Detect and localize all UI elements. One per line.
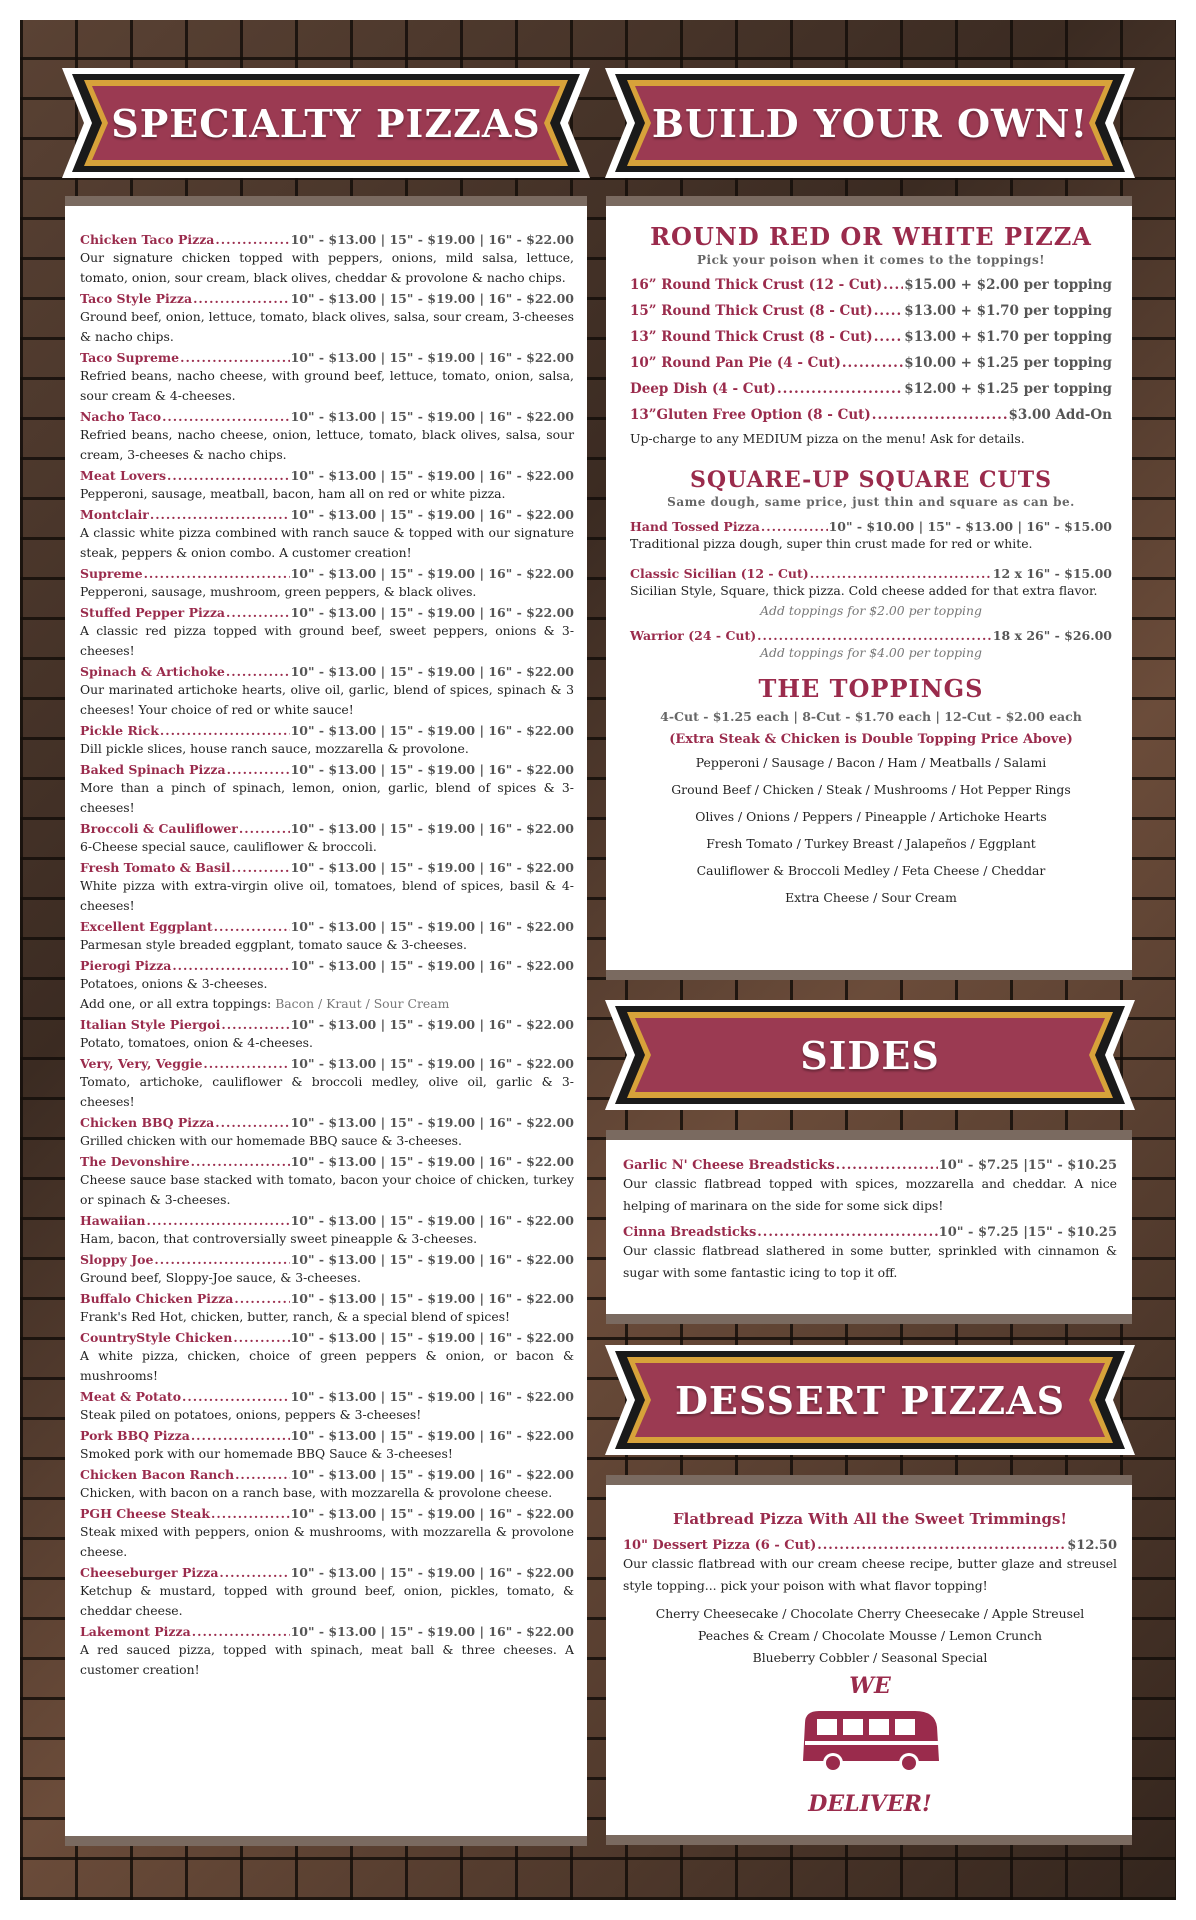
dot-leader <box>191 1154 290 1170</box>
menu-item-desc: Potatoes, onions & 3-cheeses. <box>80 976 268 991</box>
hand-tossed-name: Hand Tossed Pizza <box>630 519 760 534</box>
dot-leader <box>191 1428 290 1444</box>
dot-leader <box>144 566 290 582</box>
menu-item <box>80 1467 574 1503</box>
menu-item <box>80 291 574 347</box>
menu-item-desc: Ground beef, onion, lettuce, tomato, black olives, salsa, sour cream, 3-cheeses & nacho chips. <box>80 309 574 344</box>
toppings-title: THE TOPPINGS <box>758 674 984 703</box>
menu-item-line <box>80 1428 574 1444</box>
menu-item-name: Chicken Taco Pizza <box>80 232 215 247</box>
menu-item-desc: A white pizza, chicken, choice of green peppers & onion, or bacon & mushrooms! <box>80 1348 574 1383</box>
menu-item <box>80 1506 574 1562</box>
dessert-flavor-line: Peaches & Cream / Chocolate Mousse / Lemon Crunch <box>697 1628 1043 1643</box>
menu-item <box>80 664 574 720</box>
dot-leader <box>842 355 903 371</box>
menu-item-line <box>80 1252 574 1268</box>
menu-item-price: 10" - $13.00 | 15" - $19.00 | 16" - $22.00 <box>290 1056 574 1071</box>
menu-item-line <box>80 860 574 876</box>
dot-leader <box>226 605 290 621</box>
toppings-note: (Extra Steak & Chicken is Double Topping Price Above) <box>669 732 1073 747</box>
dot-leader <box>219 1565 289 1581</box>
dessert-desc: Our classic flatbread with our cream cheese recipe, butter glaze and streusel style topping... pick your poison with what flavor topping! <box>623 1556 1117 1593</box>
side-line <box>623 1225 1117 1240</box>
menu-item-line <box>80 1624 574 1640</box>
dot-leader <box>836 1158 938 1173</box>
round-row <box>630 355 1112 371</box>
hand-tossed-desc: Traditional pizza dough, super thin crust made for red or white. <box>630 536 1033 551</box>
topping-line: Olives / Onions / Peppers / Pineapple / Artichoke Hearts <box>695 809 1047 824</box>
side-item <box>623 1225 1117 1284</box>
menu-item-name: Spinach & Artichoke <box>80 664 225 679</box>
dessert-content <box>623 1510 1117 1823</box>
menu-item-price: 10" - $13.00 | 15" - $19.00 | 16" - $22.00 <box>290 1428 574 1443</box>
menu-item-desc: More than a pinch of spinach, lemon, onion, garlic, blend of spices & 3-cheeses! <box>80 780 574 815</box>
round-row-price: $12.00 + $1.25 per topping <box>904 381 1112 397</box>
dot-leader <box>182 1389 290 1405</box>
round-row <box>630 277 1112 293</box>
menu-item-name: Chicken Bacon Ranch <box>80 1467 235 1482</box>
menu-item-price: 10" - $13.00 | 15" - $19.00 | 16" - $22.00 <box>290 507 574 522</box>
menu-item-line <box>80 468 574 484</box>
menu-item-price: 10" - $13.00 | 15" - $19.00 | 16" - $22.00 <box>290 860 574 875</box>
delivery-deliver: DELIVER! <box>808 1791 932 1817</box>
build-banner-title: BUILD YOUR OWN! <box>651 100 1089 146</box>
side-desc: Our classic flatbread slathered in some butter, sprinkled with cinnamon & sugar with some fantastic icing to top it off. <box>623 1243 1117 1280</box>
pierogi-extra-label: Add one, or all extra toppings: <box>80 996 272 1011</box>
menu-item <box>80 566 574 602</box>
van-icon <box>795 1703 945 1783</box>
menu-item-desc: Ham, bacon, that controversially sweet pineapple & 3-cheeses. <box>80 1231 478 1246</box>
menu-item-desc: Refried beans, nacho cheese, onion, lettuce, tomato, black olives, salsa, sour cream, 3-cheeses & nacho chips. <box>80 427 574 462</box>
dessert-banner <box>605 1345 1135 1455</box>
menu-item-desc: White pizza with extra-virgin olive oil, tomatoes, blend of spices, basil & 4-cheeses! <box>80 878 574 913</box>
menu-item-desc: A classic white pizza combined with ranch sauce & topped with our signature steak, peppers & onion combo. A customer creation! <box>80 525 574 560</box>
menu-item <box>80 1389 574 1425</box>
dot-leader <box>211 1506 290 1522</box>
dot-leader <box>232 860 290 876</box>
menu-item-desc: Ground beef, Sloppy-Joe sauce, & 3-cheeses. <box>80 1270 361 1285</box>
menu-item <box>80 762 574 818</box>
menu-item-price: 10" - $13.00 | 15" - $19.00 | 16" - $22.00 <box>290 232 574 247</box>
round-row <box>630 329 1112 345</box>
menu-item-price: 10" - $13.00 | 15" - $19.00 | 16" - $22.00 <box>290 821 574 836</box>
dot-leader <box>234 1291 289 1307</box>
dot-leader <box>203 1056 289 1072</box>
round-row-price: $10.00 + $1.25 per topping <box>904 355 1112 371</box>
sicilian-desc: Sicilian Style, Square, thick pizza. Cold cheese added for that extra flavor. <box>630 583 1098 598</box>
menu-item-desc: Dill pickle slices, house ranch sauce, mozzarella & provolone. <box>80 741 469 756</box>
sides-banner-title: SIDES <box>800 1032 940 1078</box>
round-title: ROUND RED OR WHITE PIZZA <box>650 222 1092 251</box>
topping-line: Ground Beef / Chicken / Steak / Mushrooms / Hot Pepper Rings <box>671 782 1071 797</box>
menu-item-name: Excellent Eggplant <box>80 919 213 934</box>
menu-item-line <box>80 1467 574 1483</box>
menu-item-price: 10" - $13.00 | 15" - $19.00 | 16" - $22.00 <box>290 566 574 581</box>
menu-item-desc: A classic red pizza topped with ground beef, sweet peppers, onions & 3-cheeses! <box>80 623 574 658</box>
hand-tossed-price: 10" - $10.00 | 15" - $13.00 | 16" - $15.00 <box>828 519 1112 534</box>
menu-item-desc: Smoked pork with our homemade BBQ Sauce & 3-cheeses! <box>80 1446 453 1461</box>
menu-item-price: 10" - $13.00 | 15" - $19.00 | 16" - $22.00 <box>290 1467 574 1482</box>
menu-item <box>80 860 574 916</box>
menu-item-price: 10" - $13.00 | 15" - $19.00 | 16" - $22.00 <box>290 919 574 934</box>
menu-item-name: Baked Spinach Pizza <box>80 762 226 777</box>
menu-item-name: Stuffed Pepper Pizza <box>80 605 226 620</box>
menu-item-name: Broccoli & Cauliflower <box>80 821 238 836</box>
menu-item <box>80 1330 574 1386</box>
dot-leader <box>874 303 904 319</box>
dot-leader <box>154 1252 289 1268</box>
menu-item-desc: Chicken, with bacon on a ranch base, with mozzarella & provolone cheese. <box>80 1485 553 1500</box>
round-row-name: 10” Round Pan Pie (4 - Cut) <box>630 355 841 371</box>
square-subtitle: Same dough, same price, just thin and square as can be. <box>667 495 1075 509</box>
dot-leader <box>193 291 290 307</box>
menu-item-name: Chicken BBQ Pizza <box>80 1115 215 1130</box>
menu-item-price: 10" - $13.00 | 15" - $19.00 | 16" - $22.00 <box>290 1213 574 1228</box>
menu-item-price: 10" - $13.00 | 15" - $19.00 | 16" - $22.00 <box>290 1565 574 1580</box>
warrior-note: Add toppings for $4.00 per topping <box>760 645 982 660</box>
pierogi-extra-options: Bacon / Kraut / Sour Cream <box>275 996 450 1011</box>
menu-item-line <box>80 762 574 778</box>
menu-item <box>80 507 574 563</box>
side-item <box>623 1158 1117 1217</box>
menu-item-name: Pierogi Pizza <box>80 958 172 973</box>
menu-item-name: Nacho Taco <box>80 409 162 424</box>
menu-item <box>80 350 574 406</box>
menu-item-desc: Our signature chicken topped with peppers, onions, mild salsa, lettuce, tomato, onion, sour cream, black olives, cheddar & provolone & nacho chips. <box>80 250 574 285</box>
menu-item-name: Meat Lovers <box>80 468 166 483</box>
menu-item-name: Taco Supreme <box>80 350 180 365</box>
topping-line: Cauliflower & Broccoli Medley / Feta Cheese / Cheddar <box>696 863 1046 878</box>
menu-item-name: Supreme <box>80 566 143 581</box>
dot-leader <box>215 232 289 248</box>
dot-leader <box>227 762 290 778</box>
round-note: Up-charge to any MEDIUM pizza on the menu! Ask for details. <box>630 431 1025 446</box>
menu-item <box>80 1154 574 1210</box>
dessert-flavor-line: Blueberry Cobbler / Seasonal Special <box>752 1650 988 1665</box>
menu-item-desc: Ketchup & mustard, topped with ground beef, onion, pickles, tomato, & cheddar cheese. <box>80 1583 574 1618</box>
delivery-we: WE <box>849 1673 891 1699</box>
menu-item-line <box>80 232 574 248</box>
menu-item-line <box>80 1056 574 1072</box>
menu-item-price: 10" - $13.00 | 15" - $19.00 | 16" - $22.00 <box>290 1115 574 1130</box>
menu-item-name: Pork BBQ Pizza <box>80 1428 190 1443</box>
menu-item <box>80 605 574 661</box>
menu-item <box>80 1017 574 1053</box>
menu-item-line <box>80 664 574 680</box>
menu-item-desc: Frank's Red Hot, chicken, butter, ranch, & a special blend of spices! <box>80 1309 511 1324</box>
menu-item-line <box>80 1154 574 1170</box>
menu-item-line <box>80 1115 574 1131</box>
menu-item <box>80 1624 574 1680</box>
dot-leader <box>167 468 290 484</box>
menu-item-price: 10" - $13.00 | 15" - $19.00 | 16" - $22.00 <box>290 409 574 424</box>
round-row-price: $15.00 + $2.00 per topping <box>904 277 1112 293</box>
menu-item-line <box>80 507 574 523</box>
sides-list <box>623 1158 1117 1292</box>
menu-item-price: 10" - $13.00 | 15" - $19.00 | 16" - $22.00 <box>290 1389 574 1404</box>
menu-item-name: Meat & Potato <box>80 1389 182 1404</box>
build-content <box>630 222 1112 911</box>
round-row-price: $3.00 Add-On <box>1008 407 1112 423</box>
dot-leader <box>235 1467 290 1483</box>
dot-leader <box>215 1115 289 1131</box>
menu-item-name: Montclair <box>80 507 149 522</box>
menu-item-name: CountryStyle Chicken <box>80 1330 233 1345</box>
dot-leader <box>883 277 903 293</box>
menu-item-line <box>80 409 574 425</box>
menu-item <box>80 468 574 504</box>
menu-item-desc: Our marinated artichoke hearts, olive oil, garlic, blend of spices, spinach & 3 cheeses! Your choice of red or white sauce! <box>80 682 574 717</box>
menu-item-price: 10" - $13.00 | 15" - $19.00 | 16" - $22.00 <box>290 1624 574 1639</box>
dot-leader <box>180 350 289 366</box>
round-row <box>630 407 1112 423</box>
menu-item <box>80 958 574 1014</box>
menu-item-name: Pickle Rick <box>80 723 159 738</box>
menu-item-desc: Parmesan style breaded eggplant, tomato sauce & 3-cheeses. <box>80 937 467 952</box>
round-row-name: 13” Round Thick Crust (8 - Cut) <box>630 329 873 345</box>
round-row-name: 15” Round Thick Crust (8 - Cut) <box>630 303 873 319</box>
menu-item-line <box>80 605 574 621</box>
menu-item-desc: Steak mixed with peppers, onion & mushrooms, with mozzarella & provolone cheese. <box>80 1524 574 1559</box>
menu-item-line <box>80 723 574 739</box>
menu-item-line <box>80 1213 574 1229</box>
dot-leader <box>172 958 289 974</box>
dot-leader <box>146 1213 289 1229</box>
menu-item-price: 10" - $13.00 | 15" - $19.00 | 16" - $22.00 <box>290 605 574 620</box>
menu-item-price: 10" - $13.00 | 15" - $19.00 | 16" - $22.00 <box>290 1506 574 1521</box>
topping-line: Fresh Tomato / Turkey Breast / Jalapeños / Eggplant <box>706 836 1036 851</box>
menu-item <box>80 723 574 759</box>
menu-item-name: Lakemont Pizza <box>80 1624 191 1639</box>
round-row <box>630 303 1112 319</box>
menu-item-name: Hawaiian <box>80 1213 146 1228</box>
side-name: Cinna Breadsticks <box>623 1225 757 1240</box>
round-subtitle: Pick your poison when it comes to the toppings! <box>697 253 1045 267</box>
menu-item-desc: Pepperoni, sausage, mushroom, green peppers, & black olives. <box>80 584 477 599</box>
menu-item-line <box>80 566 574 582</box>
menu-item-name: Italian Style Piergoi <box>80 1017 221 1032</box>
menu-item-price: 10" - $13.00 | 15" - $19.00 | 16" - $22.00 <box>290 1291 574 1306</box>
menu-item-name: Very, Very, Veggie <box>80 1056 203 1071</box>
build-banner <box>605 68 1135 178</box>
dot-leader <box>239 821 290 837</box>
menu-item-name: Taco Style Pizza <box>80 291 193 306</box>
menu-item-price: 10" - $13.00 | 15" - $19.00 | 16" - $22.00 <box>290 1252 574 1267</box>
menu-item-name: The Devonshire <box>80 1154 190 1169</box>
menu-item-desc: A red sauced pizza, topped with spinach, meat ball & three cheeses. A customer creation! <box>80 1642 574 1677</box>
menu-item-price: 10" - $13.00 | 15" - $19.00 | 16" - $22.00 <box>290 1017 574 1032</box>
topping-line: Extra Cheese / Sour Cream <box>785 890 957 905</box>
menu-item-line <box>80 1389 574 1405</box>
dot-leader <box>777 381 903 397</box>
dot-leader <box>160 723 290 739</box>
dot-leader <box>226 664 290 680</box>
sicilian-note: Add toppings for $2.00 per topping <box>760 603 982 618</box>
menu-item-line <box>80 1565 574 1581</box>
side-name: Garlic N' Cheese Breadsticks <box>623 1158 835 1173</box>
warrior-name: Warrior (24 - Cut) <box>630 628 757 643</box>
side-price: 10" - $7.25 |15" - $10.25 <box>938 1225 1117 1240</box>
menu-item-price: 10" - $13.00 | 15" - $19.00 | 16" - $22.00 <box>290 1154 574 1169</box>
menu-item-price: 10" - $13.00 | 15" - $19.00 | 16" - $22.00 <box>290 723 574 738</box>
menu-item-price: 10" - $13.00 | 15" - $19.00 | 16" - $22.00 <box>290 958 574 973</box>
menu-item-line <box>80 1506 574 1522</box>
side-line <box>623 1158 1117 1173</box>
menu-item-price: 10" - $13.00 | 15" - $19.00 | 16" - $22.00 <box>290 664 574 679</box>
dot-leader <box>192 1624 290 1640</box>
warrior-price: 18 x 26" - $26.00 <box>992 628 1112 643</box>
menu-item-line <box>80 1017 574 1033</box>
menu-item-price: 10" - $13.00 | 15" - $19.00 | 16" - $22.00 <box>290 350 574 365</box>
menu-item <box>80 1213 574 1249</box>
menu-item <box>80 1056 574 1112</box>
topping-line: Pepperoni / Sausage / Bacon / Ham / Meatballs / Salami <box>695 755 1047 770</box>
menu-item <box>80 1291 574 1327</box>
round-row-price: $13.00 + $1.70 per topping <box>904 303 1112 319</box>
menu-item-line <box>80 958 574 974</box>
menu-item <box>80 1428 574 1464</box>
menu-item-desc: 6-Cheese special sauce, cauliflower & broccoli. <box>80 839 377 854</box>
menu-item-line <box>80 1291 574 1307</box>
dessert-name: 10" Dessert Pizza (6 - Cut) <box>623 1538 817 1553</box>
menu-item <box>80 821 574 857</box>
dessert-price: $12.50 <box>1067 1538 1117 1553</box>
menu-item-line <box>80 291 574 307</box>
dot-leader <box>874 329 904 345</box>
menu-item-desc: Steak piled on potatoes, onions, peppers & 3-cheeses! <box>80 1407 422 1422</box>
menu-item-name: Fresh Tomato & Basil <box>80 860 231 875</box>
sicilian-name: Classic Sicilian (12 - Cut) <box>630 566 809 581</box>
menu-item-line <box>80 350 574 366</box>
menu-item-desc: Potato, tomatoes, onion & 4-cheeses. <box>80 1035 313 1050</box>
menu-item-price: 10" - $13.00 | 15" - $19.00 | 16" - $22.00 <box>290 291 574 306</box>
menu-item-price: 10" - $13.00 | 15" - $19.00 | 16" - $22.00 <box>290 762 574 777</box>
menu-item-desc: Pepperoni, sausage, meatball, bacon, ham all on red or white pizza. <box>80 486 506 501</box>
menu-item <box>80 1115 574 1151</box>
dot-leader <box>757 1225 937 1240</box>
round-row-name: Deep Dish (4 - Cut) <box>630 381 776 397</box>
menu-item <box>80 1252 574 1288</box>
dessert-banner-title: DESSERT PIZZAS <box>674 1377 1066 1423</box>
menu-item-line <box>80 821 574 837</box>
dot-leader <box>150 507 290 523</box>
menu-item-desc: Grilled chicken with our homemade BBQ sauce & 3-cheeses. <box>80 1133 462 1148</box>
menu-item-price: 10" - $13.00 | 15" - $19.00 | 16" - $22.00 <box>290 468 574 483</box>
menu-item-line <box>80 919 574 935</box>
side-price: 10" - $7.25 |15" - $10.25 <box>938 1158 1117 1173</box>
sides-banner <box>605 1000 1135 1110</box>
menu-item-name: Cheeseburger Pizza <box>80 1565 219 1580</box>
specialty-banner <box>62 68 590 178</box>
menu-item <box>80 919 574 955</box>
dessert-flavor-line: Cherry Cheesecake / Chocolate Cherry Cheesecake / Apple Streusel <box>655 1606 1085 1621</box>
round-row <box>630 381 1112 397</box>
menu-item <box>80 232 574 288</box>
specialty-list <box>80 232 574 1683</box>
round-row-name: 13”Gluten Free Option (8 - Cut) <box>630 407 871 423</box>
dot-leader <box>872 407 1008 423</box>
specialty-banner-title: SPECIALTY PIZZAS <box>111 100 541 146</box>
menu-item-price: 10" - $13.00 | 15" - $19.00 | 16" - $22.00 <box>290 1330 574 1345</box>
menu-item <box>80 1565 574 1621</box>
round-row-name: 16” Round Thick Crust (12 - Cut) <box>630 277 883 293</box>
sicilian-price: 12 x 16" - $15.00 <box>992 566 1112 581</box>
menu-item-name: PGH Cheese Steak <box>80 1506 211 1521</box>
dot-leader <box>233 1330 289 1346</box>
menu-item-desc: Refried beans, nacho cheese, with ground beef, lettuce, tomato, onion, salsa, sour cream & 4-cheeses. <box>80 368 574 403</box>
dessert-heading: Flatbread Pizza With All the Sweet Trimmings! <box>672 1510 1068 1528</box>
side-desc: Our classic flatbread topped with spices, mozzarella and cheddar. A nice helping of marinara on the side for some sick dips! <box>623 1176 1117 1213</box>
pierogi-extra <box>80 994 574 1014</box>
dot-leader <box>214 919 290 935</box>
menu-item <box>80 409 574 465</box>
menu-item-desc: Tomato, artichoke, cauliflower & broccoli medley, olive oil, garlic & 3-cheeses! <box>80 1074 574 1109</box>
dot-leader <box>162 409 290 425</box>
menu-item-name: Sloppy Joe <box>80 1252 154 1267</box>
round-row-price: $13.00 + $1.70 per topping <box>904 329 1112 345</box>
menu-item-name: Buffalo Chicken Pizza <box>80 1291 234 1306</box>
delivery-logo <box>770 1673 970 1823</box>
square-title: SQUARE-UP SQUARE CUTS <box>690 467 1052 493</box>
menu-item-desc: Cheese sauce base stacked with tomato, bacon your choice of chicken, turkey or spinach & 3-cheeses. <box>80 1172 574 1207</box>
toppings-prices: 4-Cut - $1.25 each | 8-Cut - $1.70 each | 12-Cut - $2.00 each <box>660 709 1082 724</box>
dot-leader <box>221 1017 289 1033</box>
menu-item-line <box>80 1330 574 1346</box>
